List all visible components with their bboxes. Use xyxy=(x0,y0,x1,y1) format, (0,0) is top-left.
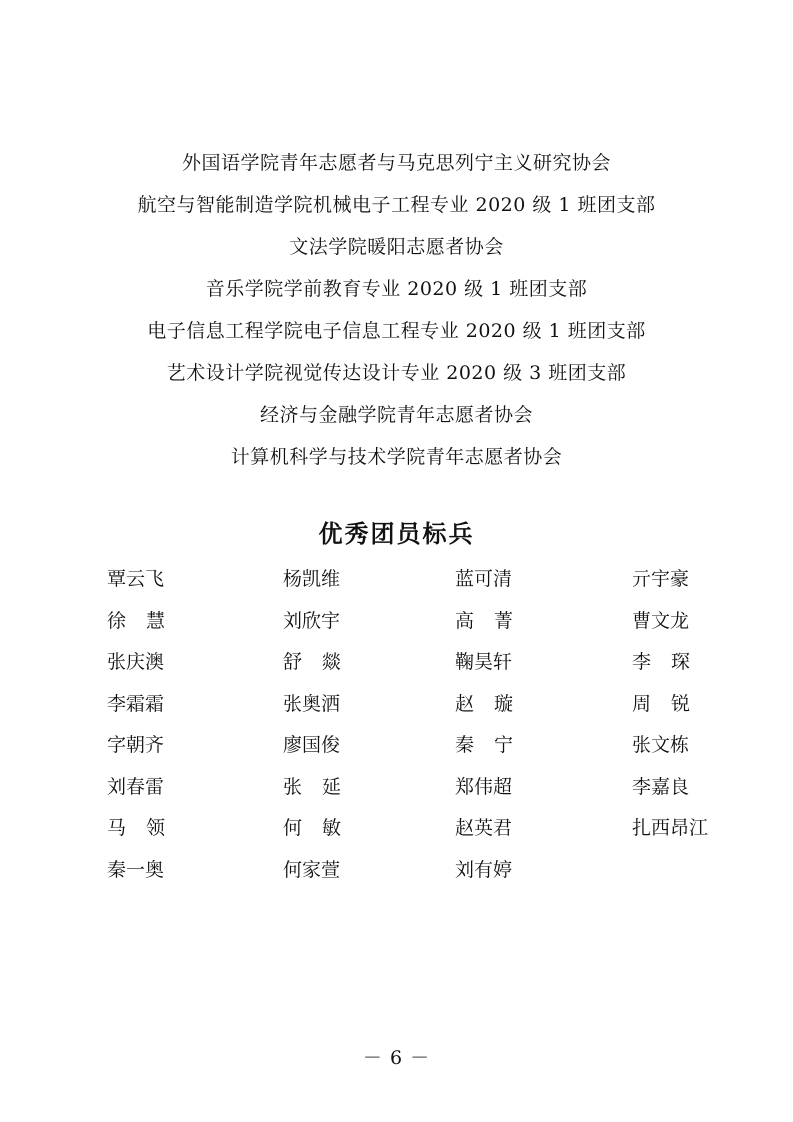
honoree-name: 张文栋 xyxy=(632,734,690,756)
honoree-name: 郑伟超 xyxy=(455,775,513,798)
honoree-name: 蓝可清 xyxy=(455,568,513,590)
honoree-name: 亓宇豪 xyxy=(632,568,690,590)
honoree-name: 扎西昂江 xyxy=(632,817,709,839)
honoree-name: 鞠昊轩 xyxy=(455,651,513,673)
honoree-name: 何 敏 xyxy=(283,817,342,839)
honoree-name: 曹文龙 xyxy=(632,609,690,632)
honoree-name: 刘欣宇 xyxy=(283,609,341,632)
organization-item: 航空与智能制造学院机械电子工程专业 2020 级 1 班团支部 xyxy=(137,194,656,216)
honoree-name: 廖国俊 xyxy=(283,734,341,756)
honoree-name: 张奥洒 xyxy=(283,692,341,715)
honoree-name: 舒 燚 xyxy=(283,651,342,673)
honoree-name: 李 琛 xyxy=(632,651,691,673)
organization-item: 计算机科学与技术学院青年志愿者协会 xyxy=(230,446,563,468)
honoree-name: 何家萱 xyxy=(283,858,341,881)
organization-item: 电子信息工程学院电子信息工程专业 2020 级 1 班团支部 xyxy=(147,320,646,342)
honoree-name: 覃云飞 xyxy=(107,568,165,590)
organization-list xyxy=(0,142,793,478)
honoree-name: 高 菁 xyxy=(455,609,514,632)
organization-item: 文法学院暖阳志愿者协会 xyxy=(289,236,504,258)
honoree-name: 赵 璇 xyxy=(455,692,514,715)
honoree-name: 字朝齐 xyxy=(107,734,165,756)
page-number: － 6 － xyxy=(362,1047,431,1069)
honoree-name-grid xyxy=(107,559,747,891)
honoree-name: 张庆澳 xyxy=(107,651,165,673)
section-title: 优秀团员标兵 xyxy=(318,519,475,548)
honoree-name: 周 锐 xyxy=(632,692,691,715)
honoree-name: 秦 宁 xyxy=(455,734,514,756)
honoree-name: 刘春雷 xyxy=(107,775,165,798)
honoree-name: 杨凯维 xyxy=(283,568,341,590)
organization-item: 音乐学院学前教育专业 2020 级 1 班团支部 xyxy=(205,278,588,300)
organization-item: 外国语学院青年志愿者与马克思列宁主义研究协会 xyxy=(181,152,611,174)
honoree-name: 徐 慧 xyxy=(107,609,166,632)
honoree-name: 李霜霜 xyxy=(107,692,165,715)
organization-item: 艺术设计学院视觉传达设计专业 2020 级 3 班团支部 xyxy=(166,362,627,384)
organization-item: 经济与金融学院青年志愿者协会 xyxy=(259,404,533,426)
honoree-name: 张 延 xyxy=(283,775,342,798)
honoree-name: 赵英君 xyxy=(455,817,513,839)
honoree-name: 刘有婷 xyxy=(455,858,513,881)
honoree-name: 马 领 xyxy=(107,817,166,839)
honoree-name: 秦一奥 xyxy=(107,858,165,881)
honoree-name: 李嘉良 xyxy=(632,775,690,798)
